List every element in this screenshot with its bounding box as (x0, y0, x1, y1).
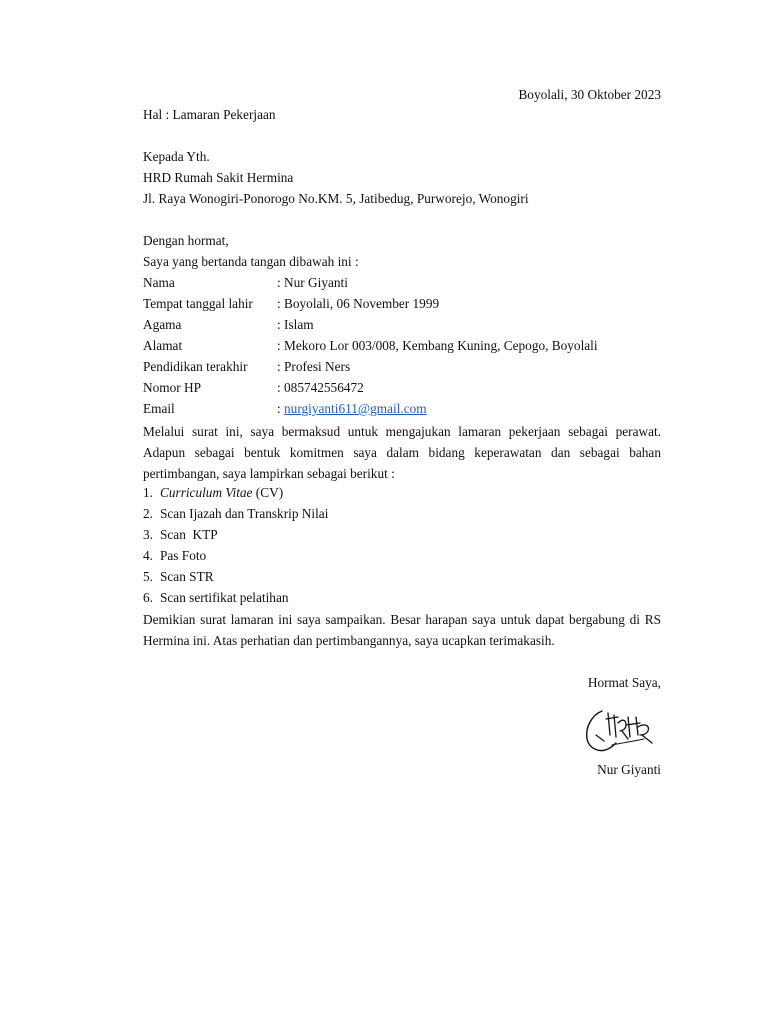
body-paragraph: Melalui surat ini, saya bermaksud untuk mengajukan lamaran pekerjaan sebagai perawat. Adapun sebagai bentuk komitmen saya dalam bidang keperawatan dan sebagai bahan pertimbangan, saya lampirkan sebagai berikut : (143, 424, 661, 481)
attachment-item-4 (143, 548, 206, 564)
list-number: 2. (143, 506, 153, 521)
attachment-text: Pas Foto (160, 548, 207, 563)
attachment-text: Scan STR (160, 569, 214, 584)
field-row-birth (143, 296, 439, 312)
attachment-text: (CV) (252, 485, 284, 500)
recipient-line-2: HRD Rumah Sakit Hermina (143, 170, 294, 185)
field-value: : Boyolali, 06 November 1999 (277, 296, 440, 311)
attachment-item-6 (143, 590, 289, 606)
field-colon: : (277, 401, 285, 416)
attachment-item-5 (143, 569, 214, 585)
field-label: Tempat tanggal lahir (143, 296, 253, 311)
field-label: Email (143, 401, 175, 416)
signer-name: Nur Giyanti (597, 762, 661, 777)
field-label: Pendidikan terakhir (143, 359, 248, 374)
list-number: 4. (143, 548, 153, 563)
field-row-phone (143, 380, 364, 396)
attachment-text: Scan sertifikat pelatihan (160, 590, 289, 605)
letter-subject: Hal : Lamaran Pekerjaan (143, 107, 276, 122)
sign-off: Hormat Saya, (587, 675, 661, 690)
field-row-religion (143, 317, 314, 333)
field-value: : Profesi Ners (277, 359, 351, 374)
email-link[interactable]: nurgiyanti611@gmail.com (284, 401, 427, 416)
field-row-education (143, 359, 350, 375)
greeting: Dengan hormat, (143, 233, 229, 248)
attachment-item-3 (143, 527, 218, 543)
field-label: Agama (143, 317, 182, 332)
signature-image (582, 705, 660, 755)
list-number: 3. (143, 527, 153, 542)
field-value: : Mekoro Lor 003/008, Kembang Kuning, Cepogo, Boyolali (277, 338, 598, 353)
place-date: Boyolali, 30 Oktober 2023 (518, 87, 661, 102)
recipient-line-1: Kepada Yth. (143, 149, 210, 164)
intro-line: Saya yang bertanda tangan dibawah ini : (143, 254, 359, 269)
field-label: Alamat (143, 338, 183, 353)
field-label: Nama (143, 275, 175, 290)
list-number: 6. (143, 590, 153, 605)
field-row-address (143, 338, 598, 354)
field-value: : Islam (277, 317, 314, 332)
list-number: 5. (143, 569, 153, 584)
attachment-item-2 (143, 506, 328, 522)
field-value: : 085742556472 (277, 380, 364, 395)
list-number: 1. (143, 485, 153, 500)
recipient-address: Jl. Raya Wonogiri-Ponorogo No.KM. 5, Jatibedug, Purworejo, Wonogiri (143, 191, 529, 206)
attachment-text: Scan KTP (160, 527, 218, 542)
closing-paragraph: Demikian surat lamaran ini saya sampaikan. Besar harapan saya untuk dapat bergabung di RS Hermina ini. Atas perhatian dan pertimbangannya, saya ucapkan terimakasih. (143, 612, 661, 648)
field-row-email (143, 401, 427, 417)
field-value: : Nur Giyanti (277, 275, 348, 290)
field-row-name (143, 275, 348, 291)
attachment-item-1 (143, 485, 283, 501)
attachment-text: Scan Ijazah dan Transkrip Nilai (160, 506, 329, 521)
attachment-italic: Curriculum Vitae (160, 485, 253, 500)
field-label: Nomor HP (143, 380, 201, 395)
